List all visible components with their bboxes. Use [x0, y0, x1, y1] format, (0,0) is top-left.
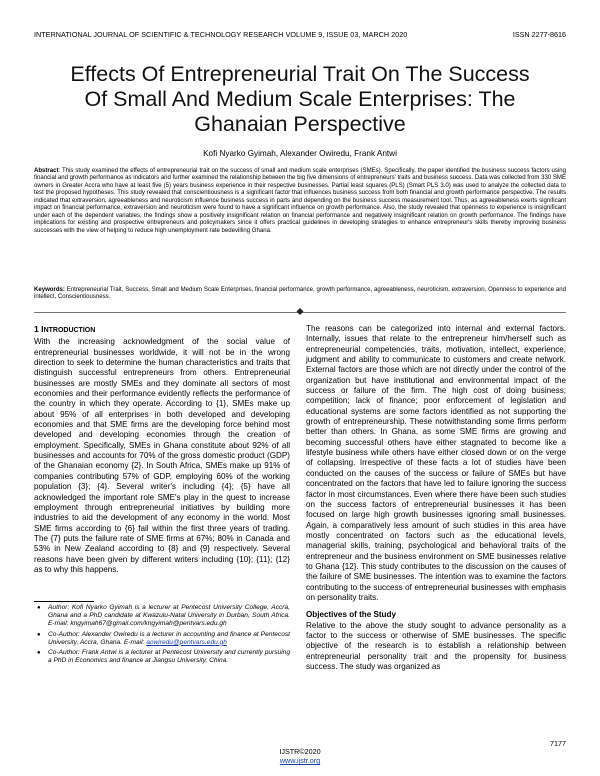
- keywords-text: Entrepreneurial Trait, Success, Small and Medium Scale Enterprises, financial performance, growth performance, agreeableness, neuroticism, extraversion, Openness to experience and intellect, Conscientiousness.: [34, 287, 566, 301]
- objectives-paragraph: Relative to the above the study sought to advance personality as a factor to the success or otherwise of SME businesses. The specific objective of the research is to establish a relationship between entrepreneurial personality trait and the propensity for business success. The study was organized as: [306, 620, 566, 671]
- right-column: [306, 324, 566, 672]
- diamond-icon: [296, 308, 303, 315]
- author-list: Kofi Nyarko Gyimah, Alexander Owiredu, Frank Antwi: [203, 149, 397, 158]
- introduction-heading: [34, 324, 290, 336]
- abstract: [34, 168, 566, 235]
- journal-url-link[interactable]: www.ijstr.org: [279, 756, 321, 765]
- coauthor-note: [34, 631, 290, 647]
- page-footer: [0, 747, 600, 765]
- abstract-text: : This study examined the effects of entrepreneurial trait on the success of small and medium scale enterprises (SMEs). Specifically, the paper identified the business success factors using financial and growth performance as indicators and further examined the relationship between the big five dimensions of entrepreneurs' traits and business success. Data was collected from 330 SME owners in Greater Accra who have at least five (5) years business experience in their respective businesses. Partial least squares (PLS) (Smart PLS 3.0) was used to analyze the collected data to test the proposed hypotheses. This study revealed that conscientiousness is a significant factor that influences business success from both financial and growth performance perspective. The results indicated that extraversion, agreeableness and neuroticism influence business success in parts and depending on the business success measurement tool. Thus, as agreeableness exerts significant impact on financial performance, extraversion and neuroticism were found to have a significant influence on growth performance. Also, the study revealed that openness to experience is insignificant under each of the dependent variables, the findings show a positively insignificant relation on financial performance and negatively insignificant relation on growth performance. The findings have implications for existing and prospective entrepreneurs and policymakers since it offers practical guidelines in developing strategies to enhance entrepreneur's skills thereby improving business successes with the view of helping to reduce high unemployment rate bedevilling Ghana.: [34, 168, 566, 234]
- section-number: 1 I: [34, 324, 44, 334]
- journal-header: INTERNATIONAL JOURNAL OF SCIENTIFIC & TECHNOLOGY RESEARCH VOLUME 9, ISSUE 03, MARCH 2020: [34, 30, 408, 39]
- bullet-icon: ●: [37, 631, 41, 638]
- objectives-heading: Objectives of the Study: [306, 610, 396, 620]
- page-number: 7177: [550, 739, 566, 748]
- author-note-text: Author: Kofi Nyarko Gyimah is a lecturer at Pentecost University College, Accra, Ghana and a PhD candidate at Kwazulu-Natal University in Durban, South Africa. E-mail: kngyimah67@gmail.com/kngyimah@pentvars.edu.gh: [48, 604, 290, 628]
- keywords: [34, 287, 566, 302]
- author-note: [34, 604, 290, 629]
- introduction-paragraph: With the increasing acknowledgment of the social value of entrepreneurial businesses worldwide, it will not be in the wrong direction to seek to determine the human characteristics and traits that distinguish successful entrepreneurs from others. Entrepreneurial businesses are mostly SMEs and they dominate all sectors of most economies and their performance evidently reflects the performance of the country in which they operate. According to {1}, SMEs make up about 95% of all enterprises in both developed and developing economies and that SME firms are the developing force behind most developed and developing economies through the creation of employment. Specifically, SMEs in Ghana constitute about 92% of all businesses and accounts for 70% of the gross domestic product (GDP) of the Ghanaian economy {2}. In South Africa, SMEs make up 91% of companies contributing 57% of GDP, employing 60% of the working population {3}; {4}. Several writer's including {4}; {5} have all acknowledged the important role SME's play in the quest to increase employment through entrepreneurial initiatives by building more industries to aid the development of any economy in the world. Most SME firms according to {6} fail within the first three years of trading. The {7} puts the failure rate of SME firms at 67%; 80% in Canada and 53% in New Zealand according to {8} and {9} respectively. Several reasons have been given by different writers including {10}; {11}; {12} as to why this happens.: [34, 337, 290, 574]
- section-heading-rest: NTRODUCTION: [43, 327, 96, 334]
- issn-label: ISSN 2277-8616: [512, 30, 566, 39]
- running-header: [34, 30, 566, 40]
- keywords-label: Keywords:: [34, 287, 65, 293]
- left-column: [34, 324, 290, 575]
- bullet-icon: ●: [37, 650, 41, 657]
- paper-title: Effects Of Entrepreneurial Trait On The Success Of Small And Medium Scale Enterprises: The Ghanaian Perspective: [70, 62, 530, 136]
- email-link[interactable]: aowiredu@pentvars.edu.gh: [146, 638, 227, 646]
- coauthor-note-text: Co-Author: Alexander Owiredu is a lecturer in accounting and finance at Pentecost University, Accra, Ghana. E-mail:: [48, 630, 290, 646]
- body-paragraph: The reasons can be categorized into internal and external factors. Internally, issues that relate to the entrepreneur him/herself such as entrepreneurial competencies, traits, motivation, intellect, experience, judgment and ability to communicate to customers and create network. External factors are those which are not directly under the control of the organization but have institutional and environmental impact of the success or failure of the firm. The high cost of doing business; competition; lack of finance; poor enforcement of legislation and educational systems are some factors identified as not supporting the growth of entrepreneurship. These notwithstanding some firms perform better than others. In Ghana, as some SME firms are growing and becoming successful others have either stagnated to become like a lifestyle business while others have either closed down or on the verge of collapsing. Irrespective of these facts a lot of studies have been conducted on the causes of the success or failure of SMEs but have concentrated on the factors that have led to failure ignoring the success factor in most circumstances. Even where there have been such studies on the success factors of entrepreneurial businesses it has been focused on large high growth businesses ignoring small businesses. Again, a comparatively less amount of such studies in this area have mostly concentrated on factors such as the educational levels, managerial skills, training, psychological and behavioral traits of the entrepreneur and the business environment on SME businesses relative to Ghana {12}. This study contributes to the discussion on the causes of the failure of SME businesses. The intention was to examine the factors contributing to the success of entrepreneurial businesses with emphasis on personality traits.: [306, 324, 566, 602]
- abstract-label: Abstract: [34, 168, 59, 174]
- coauthor-note-text: Co-Author: Frank Antwi is a lecturer at Pentecost University and currently pursuing a PhD in Economics and finance at Jiangsu University, China.: [48, 649, 290, 665]
- coauthor-note: [34, 649, 290, 665]
- author-notes: [34, 604, 290, 667]
- copyright-code: IJSTR©2020: [279, 747, 321, 756]
- footnote-rule: [34, 601, 94, 602]
- bullet-icon: ●: [37, 605, 41, 611]
- section-separator: [34, 310, 566, 315]
